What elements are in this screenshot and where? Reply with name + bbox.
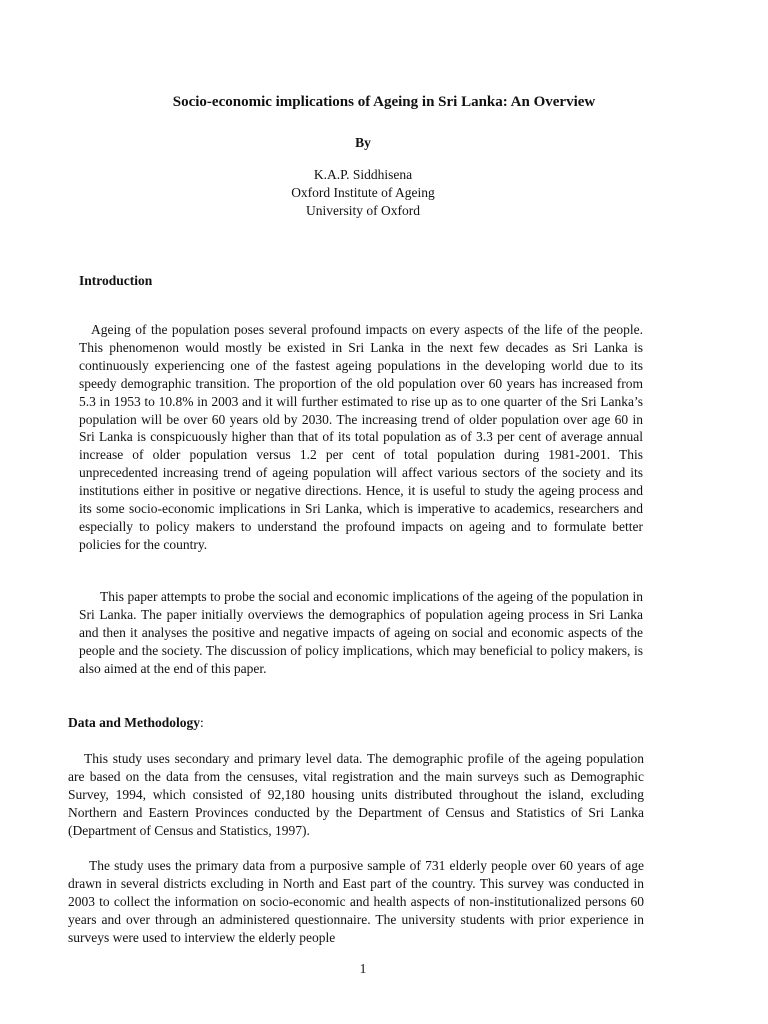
data-methodology-heading-colon: : xyxy=(200,715,204,730)
author-name: K.A.P. Siddhisena xyxy=(313,167,413,182)
data-methodology-heading-text: Data and Methodology xyxy=(68,715,201,730)
author-block xyxy=(0,166,726,220)
data-methodology-paragraph-2: The study uses the primary data from a purposive sample of 731 elderly people over 60 years of age drawn in several districts excluding in North and East part of the country. This survey was conducted in 2003 to collect the information on socio-economic and health aspects of non-institutionalized persons 60 years and over through an administered questionnaire. The university students with prior experience in surveys were used to interview the elderly people xyxy=(68,858,644,945)
page-number: 1 xyxy=(359,961,367,976)
introduction-paragraph-2: This paper attempts to probe the social and economic implications of the ageing of the population in Sri Lanka. The paper initially overviews the demographics of population ageing process in Sri Lanka and then it analyses the positive and negative impacts of ageing on social and economic aspects of the people and the society. The discussion of policy implications, which may beneficial to policy makers, is also aimed at the end of this paper. xyxy=(79,589,643,676)
introduction-heading: Introduction xyxy=(79,273,153,288)
paper-title: Socio-economic implications of Ageing in Sri Lanka: An Overview xyxy=(172,94,596,110)
by-line: By xyxy=(355,135,371,150)
author-institute: Oxford Institute of Ageing xyxy=(291,185,435,200)
introduction-paragraph-1: Ageing of the population poses several profound impacts on every aspects of the life of the people. This phenomenon would mostly be existed in Sri Lanka in the next few decades as Sri Lanka is continuously experiencing one of the fastest ageing populations in the developing world due to its speedy demographic transition. The proportion of the old population over 60 years has increased from 5.3 in 1953 to 10.8% in 2003 and it will further estimated to rise up as to one quarter of the Sri Lanka’s population will be over 60 years old by 2030. The increasing trend of older population over age 60 in Sri Lanka is conspicuously higher than that of its total population as of 3.3 per cent of average annual increase of older population versus 1.2 per cent of total population during 1981-2001. This unprecedented increasing trend of ageing population will affect various sectors of the society and its institutions either in positive or negative directions. Hence, it is useful to study the ageing process and its some socio-economic implications in Sri Lanka, which is imperative to academics, researchers and especially to policy makers to understand the profound impacts on ageing and to formulate better policies for the country. xyxy=(79,322,643,552)
data-methodology-heading xyxy=(68,715,204,731)
data-methodology-paragraph-1: This study uses secondary and primary level data. The demographic profile of the ageing population are based on the data from the censuses, vital registration and the main surveys such as Demographic Survey, 1994, which consisted of 92,180 housing units distributed throughout the island, excluding Northern and Eastern Provinces conducted by the Department of Census and Statistics of Sri Lanka (Department of Census and Statistics, 1997). xyxy=(68,751,644,838)
author-university: University of Oxford xyxy=(306,203,420,218)
